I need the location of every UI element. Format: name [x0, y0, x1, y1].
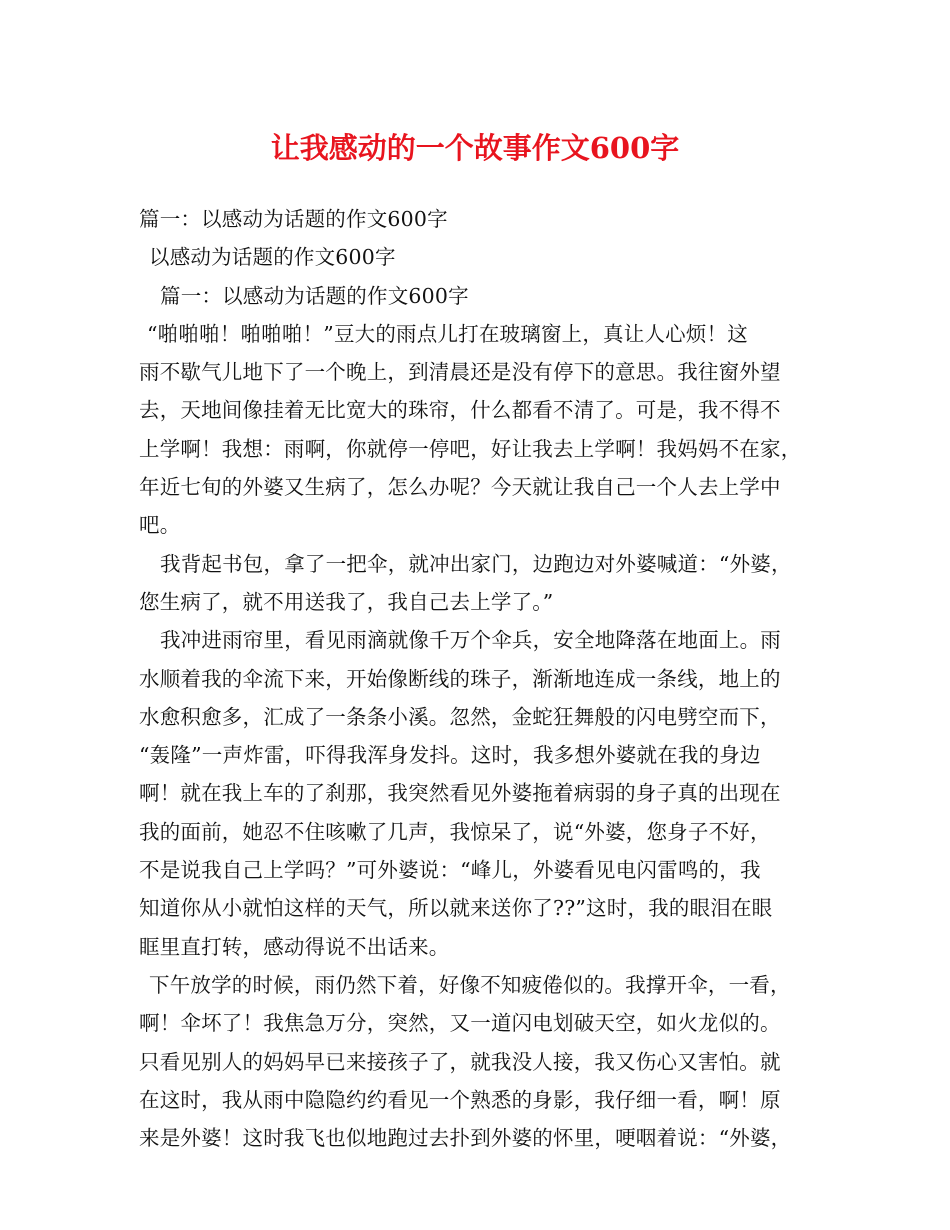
paragraph-line: “啪啪啪！啪啪啪！”豆大的雨点儿打在玻璃窗上，真让人心烦！这: [147, 321, 748, 346]
paragraph-line: 来是外婆！这时我飞也似地跑过去扑到外婆的怀里，哽咽着说：“外婆，: [139, 1126, 792, 1151]
paragraph-line: 知道你从小就怕这样的天气，所以就来送你了??”这时，我的眼泪在眼: [139, 896, 773, 921]
paragraph-line: 我背起书包，拿了一把伞，就冲出家门，边跑边对外婆喊道：“外婆，: [160, 551, 792, 576]
paragraph-line: 不是说我自己上学吗？”可外婆说：“峰儿，外婆看见电闪雷鸣的，我: [139, 858, 761, 883]
paragraph-line: 眶里直打转，感动得说不出话来。: [139, 934, 450, 959]
subtitle-line: 以感动为话题的作文600字: [149, 245, 396, 270]
paragraph-line: 去，天地间像挂着无比宽大的珠帘，什么都看不清了。可是，我不得不: [139, 398, 781, 423]
paragraph-line: 水愈积愈多，汇成了一条条小溪。忽然，金蛇狂舞般的闪电劈空而下，: [139, 704, 781, 729]
paragraph-line: 只看见别人的妈妈早已来接孩子了，就我没人接，我又伤心又害怕。就: [139, 1049, 781, 1074]
paragraph-line: 水顺着我的伞流下来，开始像断线的珠子，渐渐地连成一条线，地上的: [139, 666, 781, 691]
paragraph-line: 在这时，我从雨中隐隐约约看见一个熟悉的身影，我仔细一看，啊！原: [139, 1087, 781, 1112]
document-title: 让我感动的一个故事作文600字: [270, 131, 680, 165]
paragraph-line: 您生病了，就不用送我了，我自己去上学了。”: [139, 589, 554, 614]
paragraph-line: 年近七旬的外婆又生病了，怎么办呢？今天就让我自己一个人去上学中: [139, 475, 781, 500]
paragraph-line: 啊！就在我上车的了刹那，我突然看见外婆拖着病弱的身子真的出现在: [139, 781, 781, 806]
paragraph-line: 下午放学的时候，雨仍然下着，好像不知疲倦似的。我撑开伞，一看，: [149, 972, 791, 997]
section-heading-repeat: 篇一：以感动为话题的作文600字: [160, 283, 469, 308]
paragraph-line: 我冲进雨帘里，看见雨滴就像千万个伞兵，安全地降落在地面上。雨: [160, 628, 781, 653]
paragraph-line: 雨不歇气儿地下了一个晚上，到清晨还是没有停下的意思。我往窗外望: [139, 360, 781, 385]
section-heading: 篇一：以感动为话题的作文600字: [139, 207, 448, 231]
paragraph-line: 吧。: [139, 513, 181, 538]
paragraph-line: 我的面前，她忍不住咳嗽了几声，我惊呆了，说“外婆，您身子不好，: [139, 819, 771, 844]
paragraph-line: 上学啊！我想：雨啊，你就停一停吧，好让我去上学啊！我妈妈不在家，: [139, 436, 802, 461]
paragraph-line: “轰隆”一声炸雷，吓得我浑身发抖。这时，我多想外婆就在我的身边: [139, 743, 761, 768]
paragraph-line: 啊！伞坏了！我焦急万分，突然，又一道闪电划破天空，如火龙似的。: [139, 1011, 781, 1036]
document-body: [139, 200, 819, 1157]
